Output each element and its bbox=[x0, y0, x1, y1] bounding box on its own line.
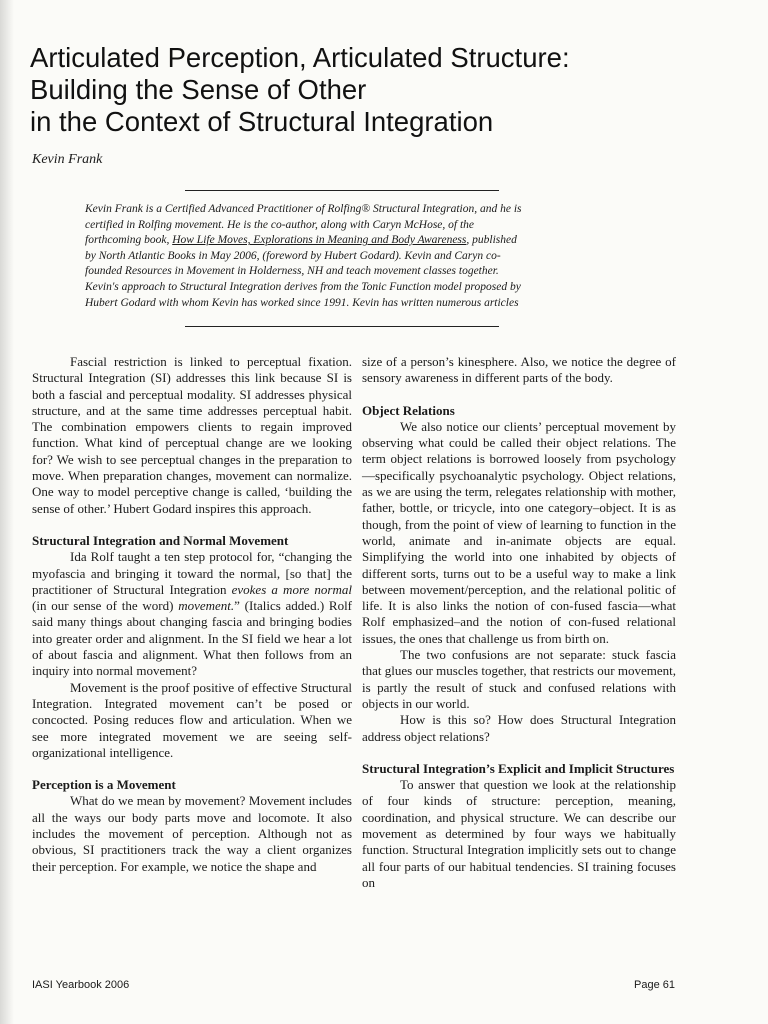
right-column bbox=[362, 354, 676, 891]
bio-line bbox=[85, 233, 645, 249]
title-line-1: Articulated Perception, Articulated Structure: bbox=[30, 42, 570, 73]
article-title bbox=[30, 42, 750, 138]
bio-bottom-rule bbox=[185, 326, 499, 327]
body-paragraph: The two confusions are not separate: stuck fascia that glues our muscles together, that restricts our movement, is partly the result of stuck and confused relations with objects in our world. bbox=[362, 647, 676, 711]
body-paragraph: What do we mean by movement? Movement includes all the ways our body parts move and locomote. It also includes the movement of perception. Although not as obvious, SI practitioners track the way a client organizes their perception. For example, we notice the shape and bbox=[32, 793, 352, 874]
bio-top-rule bbox=[185, 190, 499, 191]
page-edge-shadow bbox=[0, 0, 14, 1024]
bio-line: Hubert Godard with whom Kevin has worked since 1991. Kevin has written numerous articles bbox=[85, 296, 519, 309]
footer-page-number: Page 61 bbox=[634, 979, 675, 991]
bio-line: certified in Rolfing movement. He is the co-author, along with Caryn McHose, of the bbox=[85, 218, 475, 231]
body-text: ” (Italics added.) Rolf said many things about changing fascia and bringing bodies into greater order and alignment. In the SI field we hear a lot of about fascia and alignment. What then follows from an inquiry into normal movement? bbox=[32, 598, 353, 679]
bio-line: Kevin Frank is a Certified Advanced Practitioner of Rolfing® Structural Integration, and he is bbox=[85, 203, 522, 215]
bio-line: by North Atlantic Books in May 2006, (foreword by Hubert Godard). Kevin and Caryn co- bbox=[85, 249, 501, 262]
bio-line: founded Resources in Movement in Holderness, NH and teach movement classes together. bbox=[85, 265, 499, 278]
section-heading: Structural Integration’s Explicit and Implicit Structures bbox=[362, 760, 675, 776]
author-name: Kevin Frank bbox=[32, 152, 103, 167]
title-line-2: Building the Sense of Other bbox=[30, 74, 367, 105]
body-text: Ida Rolf taught a ten step protocol for, “changing the myofascia and bringing it toward the normal, [so that] the practitioner of Structural Integration bbox=[32, 549, 352, 597]
author-bio bbox=[85, 202, 645, 311]
body-text: (in our sense of the word) bbox=[32, 598, 179, 614]
section-heading: Object Relations bbox=[362, 402, 455, 418]
book-title: How Life Moves, Explorations in Meaning and Body Awareness bbox=[172, 234, 467, 247]
bio-line: Kevin's approach to Structural Integration derives from the Tonic Function model proposed by bbox=[85, 280, 521, 293]
italic-text: evokes a more normal bbox=[231, 581, 352, 597]
body-paragraph: How is this so? How does Structural Integration address object relations? bbox=[362, 712, 676, 744]
section-heading: Perception is a Movement bbox=[32, 777, 176, 793]
body-paragraph: Fascial restriction is linked to perceptual fixation. Structural Integration (SI) addresses this link because SI is both a fascial and perceptual modality. SI addresses physical structure, and at the same time addresses perceptual habit. The combination empowers clients to regain improved function. What kind of perceptual change are we looking for? We wish to see perceptual changes in the preparation to move. When preparation changes, movement can normalize. One way to model perceptive change is called, ‘building the sense of other.’ Hubert Godard inspires this approach. bbox=[32, 354, 352, 516]
bio-text: , published bbox=[466, 234, 517, 247]
bio-text: forthcoming book, bbox=[85, 234, 173, 247]
body-paragraph: size of a person’s kinesphere. Also, we notice the degree of sensory awareness in different parts of the body. bbox=[362, 354, 676, 386]
left-column bbox=[32, 354, 352, 875]
title-line-3: in the Context of Structural Integration bbox=[30, 106, 494, 137]
section-heading: Structural Integration and Normal Movement bbox=[32, 532, 289, 548]
italic-text: movement. bbox=[178, 598, 235, 614]
body-paragraph: Movement is the proof positive of effective Structural Integration. Integrated movement can’t be posed or concocted. Posing reduces flow and articulation. When we see more integrated movement we are seeing self-organizational intelligence. bbox=[32, 679, 352, 760]
footer-publication: IASI Yearbook 2006 bbox=[32, 979, 130, 991]
body-paragraph: To answer that question we look at the relationship of four kinds of structure: perception, meaning, coordination, and physical structure. We can describe our movement as determined by four ways we habitually function. Structural Integration implicitly sets out to change all four parts of our habitual tendencies. SI training focuses on bbox=[362, 777, 676, 890]
body-paragraph bbox=[32, 549, 352, 679]
body-paragraph: We also notice our clients’ perceptual movement by observing what could be called their object relations. The term object relations is borrowed loosely from psychology—specifically psychoanalytic psychology. Object relations, as we are using the term, relegates relationship with mother, father, bottle, or tricycle, into one category–object. It is as though, from the point of view of learning to function in the world, animate and in-animate objects are equal. Simplifying the world into one inhabited by objects of different sorts, turns out to be a useful way to make a link between movement/perception, and the relational politic of life. It is also links the notion of con-fused fascia—what Rolf emphasized–and the notion of con-fused relational issues, the ones that challenge us from birth on. bbox=[362, 418, 676, 646]
